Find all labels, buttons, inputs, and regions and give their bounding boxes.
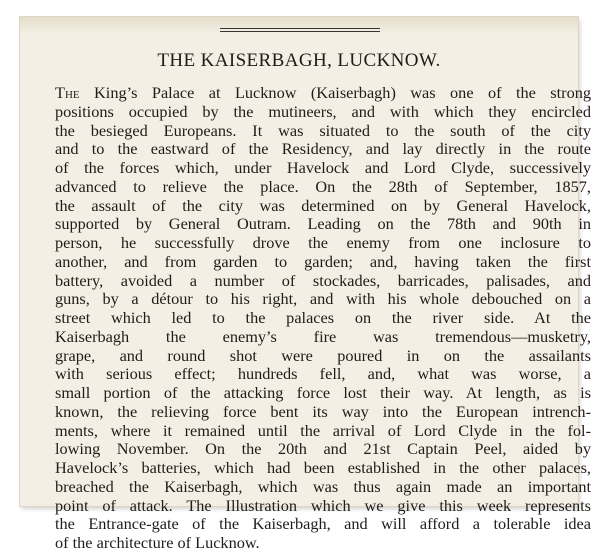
article-line: of the forces which, under Havelock and Lord Clyde, successively	[55, 158, 591, 177]
article-line: lowing November. On the 20th and 21st Captain Peel, aided by	[55, 439, 591, 459]
article-line: the assault of the city was determined on by General Havelock,	[55, 195, 591, 215]
article-line: advanced to relieve the place. On the 28th of September, 1857,	[55, 176, 591, 196]
article-line: breached the Kaiserbagh, which was thus again made an important	[55, 476, 591, 496]
article-line: street which led to the palaces on the river side. At the	[55, 308, 591, 327]
article-line: Kaiserbagh the enemy’s fire was tremendous—musketry,	[55, 326, 591, 346]
article-line: another, and from garden to garden; and, having taken the first	[55, 251, 591, 271]
newspaper-clipping	[20, 17, 591, 552]
lead-word: The	[55, 83, 80, 102]
article-line: grape, and round shot were poured in on the assailants	[55, 345, 591, 365]
article-line: Havelock’s batteries, which had been established in the other palaces,	[55, 458, 591, 477]
top-rule-upper	[220, 28, 380, 29]
article-line: guns, by a détour to his right, and with his whole debouched on a	[55, 289, 591, 309]
article-line: ments, where it remained until the arrival of Lord Clyde in the fol-	[55, 420, 591, 440]
article-line: positions occupied by the mutineers, and with which they encircled	[55, 101, 591, 121]
article-line: the Entrance-gate of the Kaiserbagh, and will afford a tolerable idea	[55, 514, 591, 534]
article-line: of the architecture of Lucknow.	[55, 533, 260, 552]
article-title: THE KAISERBAGH, LUCKNOW.	[157, 50, 441, 71]
article-line: person, he successfully drove the enemy from one inclosure to	[55, 233, 591, 252]
article-line: supported by General Outram. Leading on the 78th and 90th in	[55, 214, 591, 234]
article-line: battery, avoided a number of stockades, barricades, palisades, and	[55, 270, 591, 290]
article-line: and to the eastward of the Residency, and lay directly in the route	[55, 139, 591, 159]
top-rule-lower	[220, 31, 380, 32]
article-body	[55, 84, 591, 553]
article-line: with serious effect; hundreds fell, and, what was worse, a	[55, 364, 591, 384]
article-line: known, the relieving force bent its way into the European intrench-	[55, 401, 591, 421]
article-line: The King’s Palace at Lucknow (Kaiserbagh) was one of the strong	[55, 83, 591, 102]
article-line: small portion of the attacking force lost their way. At length, as is	[55, 383, 591, 402]
article-line: the besieged Europeans. It was situated to the south of the city	[55, 120, 591, 140]
article-line: point of attack. The Illustration which we give this week represents	[55, 495, 591, 515]
